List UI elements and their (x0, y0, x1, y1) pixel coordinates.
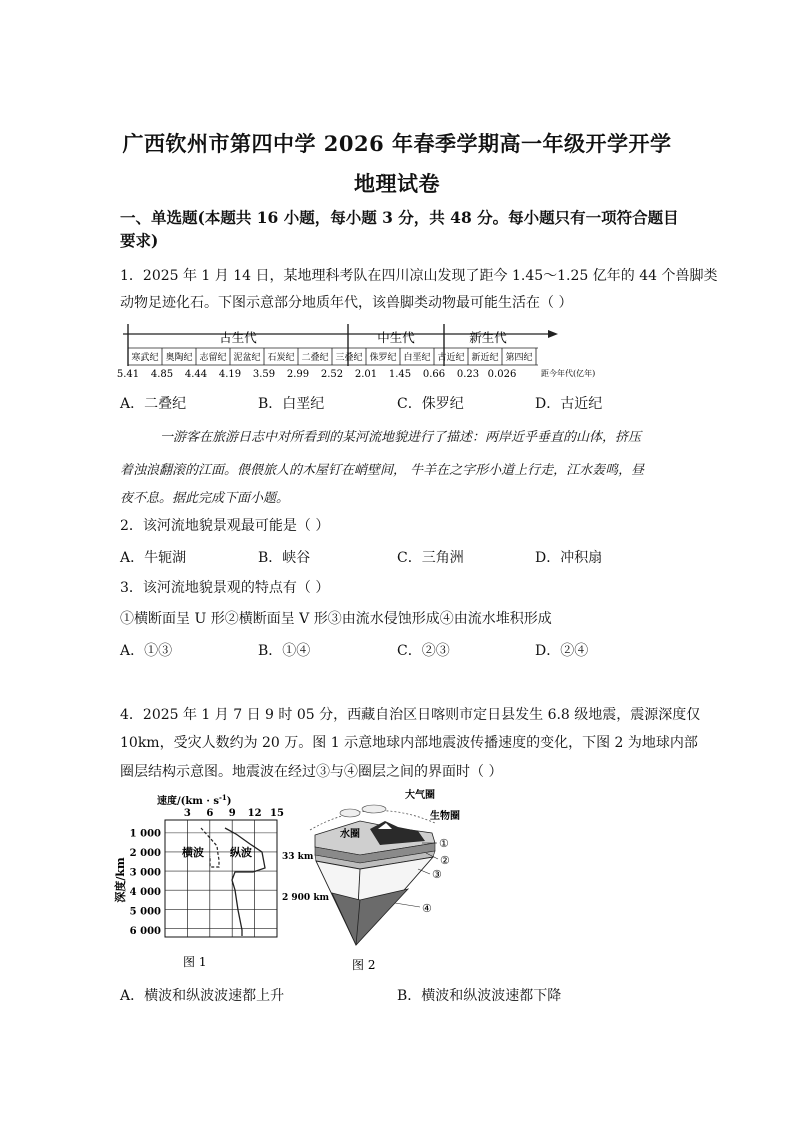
fig1-y-tick: 2 000 (129, 848, 161, 860)
timeline-tick-label: 4.85 (150, 369, 174, 380)
period-label: 新近纪 (471, 353, 499, 363)
q1-stem-line2: 动物足迹化石。下图示意部分地质年代，该兽脚类动物最可能生活在（ ） (120, 295, 573, 311)
timeline-tick-label: 2.52 (320, 369, 344, 380)
layer-label-1: ① (439, 837, 449, 850)
q1-option-b[interactable]: B．白垩纪 (258, 396, 325, 412)
q4-option-a[interactable]: A．横波和纵波波速都上升 (120, 988, 285, 1004)
s-wave-label: 横波 (182, 846, 204, 859)
period-label: 侏罗纪 (369, 353, 397, 363)
q2-option-d[interactable]: D．冲积扇 (535, 550, 603, 566)
timeline-tick-label: 4.19 (218, 369, 242, 380)
q1-option-a[interactable]: A．二叠纪 (120, 396, 187, 412)
timeline-tick-label: 3.59 (252, 369, 276, 380)
depth-33km-label: 33 km (282, 852, 314, 862)
page-title: 广西钦州市第四中学 2026 年春季学期高一年级开学开学 (122, 131, 672, 156)
fig1-y-tick: 6 000 (129, 926, 161, 938)
timeline-tick-label: 0.66 (422, 369, 446, 380)
fig1-x-tick: 15 (270, 808, 284, 819)
timeline-tick-label: 2.01 (354, 369, 378, 380)
q1-option-d[interactable]: D．古近纪 (535, 396, 603, 412)
fig1-caption: 图 1 (183, 955, 207, 969)
timeline-tick-label: 0.026 (487, 369, 517, 380)
q4-stem-line3: 圈层结构示意图。地震波在经过③与④圈层之间的界面时（ ） (120, 764, 503, 780)
q2-stem: 2．该河流地貌景观最可能是（ ） (120, 518, 330, 534)
figure2-earth-structure (282, 785, 470, 980)
figure1-seismic-velocity (115, 790, 295, 975)
section-header-line1: 一、单选题(本题共 16 小题，每小题 3 分，共 48 分。每小题只有一项符合题目 (120, 208, 679, 227)
q3-option-c[interactable]: C．②③ (397, 643, 450, 659)
period-label: 泥盆纪 (233, 353, 261, 363)
period-label: 二叠纪 (301, 353, 329, 363)
fig1-x-tick: 3 (183, 808, 191, 819)
fig1-x-tick: 12 (247, 808, 262, 819)
passage-line1: 一游客在旅游日志中对所看到的某河流地貌进行了描述：两岸近乎垂直的山体，挤压 (160, 430, 642, 445)
page-subtitle: 地理试卷 (354, 171, 440, 196)
hydrosphere-label: 水圈 (340, 829, 360, 840)
passage-line2: 着浊浪翻滚的江面。偎偎旅人的木屋钉在峭壁间， 牛羊在之字形小道上行走，江水轰鸣，昼 (120, 463, 645, 478)
layer-label-2: ② (440, 854, 450, 867)
era-paleozoic: 古生代 (219, 330, 257, 345)
fig1-y-tick: 4 000 (129, 887, 161, 899)
q3-option-d[interactable]: D．②④ (535, 643, 589, 659)
layer-label-3: ③ (432, 868, 442, 881)
timeline-tick-label: 2.99 (286, 369, 310, 380)
q2-option-c[interactable]: C．三角洲 (397, 550, 464, 566)
period-label: 古近纪 (437, 353, 465, 363)
q4-option-b[interactable]: B．横波和纵波波速都下降 (397, 988, 562, 1004)
q1-option-c[interactable]: C．侏罗纪 (397, 396, 464, 412)
fig1-y-tick: 1 000 (129, 828, 161, 840)
timeline-tick-label: 0.23 (456, 369, 480, 380)
period-label: 三叠纪 (335, 353, 363, 363)
period-label: 第四纪 (505, 353, 533, 363)
timeline-axis-label: 距今年代(亿年) (541, 369, 596, 378)
p-wave-label: 纵波 (230, 846, 252, 859)
q2-option-a[interactable]: A．牛轭湖 (120, 550, 187, 566)
period-label: 志留纪 (199, 353, 227, 363)
era-cenozoic: 新生代 (469, 330, 507, 345)
layer-label-4: ④ (422, 902, 432, 915)
depth-2900km-label: 2 900 km (282, 893, 330, 903)
p-wave-curve (225, 828, 265, 936)
period-label: 白垩纪 (403, 353, 431, 363)
timeline-tick-label: 4.44 (184, 369, 208, 380)
fig1-speed-label: 速度$/(km \cdot s^{-1})$ (157, 793, 232, 807)
timeline-tick-label: 5.41 (116, 369, 140, 380)
atmosphere-label: 大气圈 (405, 790, 435, 801)
q3-option-b[interactable]: B．①④ (258, 643, 311, 659)
q3-statements: ①横断面呈 U 形②横断面呈 V 形③由流水侵蚀形成④由流水堆积形成 (120, 611, 552, 627)
fig1-x-tick: 6 (206, 808, 214, 819)
q2-option-b[interactable]: B．峡谷 (258, 550, 311, 566)
fig1-x-tick: 9 (228, 808, 236, 819)
section-header-line2: 要求) (120, 231, 159, 250)
fig1-y-tick: 3 000 (129, 867, 161, 879)
period-label: 寒武纪 (131, 353, 159, 363)
timeline-tick-label: 1.45 (388, 369, 412, 380)
fig1-y-tick: 5 000 (129, 906, 161, 918)
q4-stem-line1: 4．2025 年 1 月 7 日 9 时 05 分，西藏自治区日喀则市定日县发生 6.8 级地震，震源深度仅 (120, 707, 701, 723)
q3-option-a[interactable]: A．①③ (120, 643, 173, 659)
period-label: 石炭纪 (267, 353, 295, 363)
biosphere-label: 生物圈 (430, 811, 460, 822)
fig2-caption: 图 2 (352, 958, 376, 972)
q4-stem-line2: 10km，受灾人数约为 20 万。图 1 示意地球内部地震波传播速度的变化，下图 2 为地球内部 (120, 735, 698, 751)
q1-stem-line1: 1．2025 年 1 月 14 日，某地理科考队在四川凉山发现了距今 1.45～1.25 亿年的 44 个兽脚类 (120, 268, 718, 284)
q3-stem: 3．该河流地貌景观的特点有（ ） (120, 580, 330, 596)
era-mesozoic: 中生代 (377, 330, 415, 345)
fig1-depth-label: 深度/km (114, 857, 127, 903)
passage-line3: 夜不息。据此完成下面小题。 (120, 491, 290, 506)
geologic-timeline (118, 320, 598, 382)
period-label: 奥陶纪 (165, 353, 193, 363)
